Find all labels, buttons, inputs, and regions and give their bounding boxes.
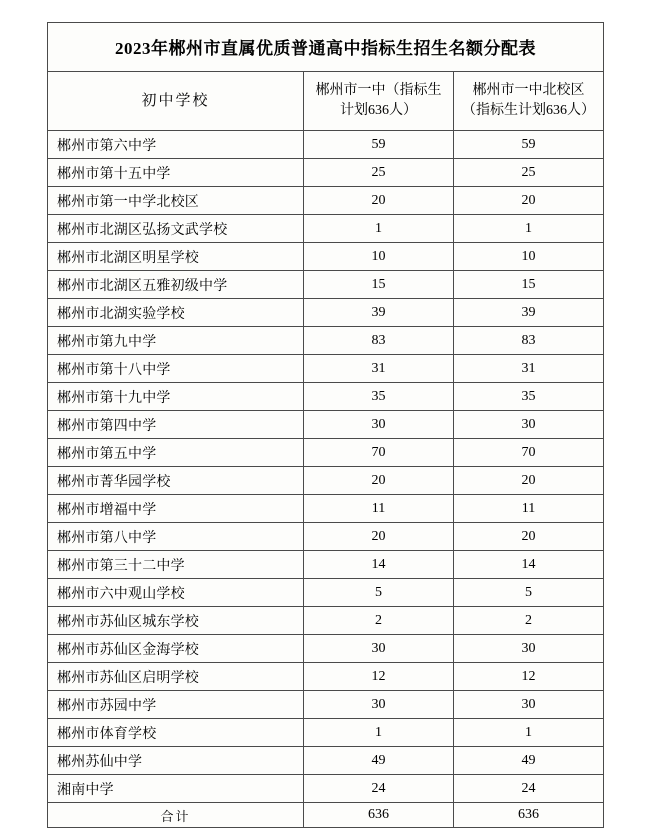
allocation-table-wrapper <box>47 22 603 828</box>
school-name: 郴州苏仙中学 <box>48 747 304 775</box>
column-header-school: 初中学校 <box>48 72 304 131</box>
table-row <box>48 299 604 327</box>
quota-north: 35 <box>454 383 604 411</box>
quota-north: 14 <box>454 551 604 579</box>
quota-no1: 59 <box>304 131 454 159</box>
school-name: 郴州市第四中学 <box>48 411 304 439</box>
quota-north: 12 <box>454 663 604 691</box>
school-name: 郴州市第九中学 <box>48 327 304 355</box>
column-header-no1-north-campus: 郴州市一中北校区（指标生计划636人） <box>454 72 604 131</box>
table-row <box>48 719 604 747</box>
table-row <box>48 243 604 271</box>
quota-no1: 20 <box>304 187 454 215</box>
quota-north: 31 <box>454 355 604 383</box>
table-row <box>48 775 604 803</box>
table-row <box>48 131 604 159</box>
quota-north: 49 <box>454 747 604 775</box>
allocation-table <box>47 22 604 828</box>
school-name: 郴州市第一中学北校区 <box>48 187 304 215</box>
page-title: 2023年郴州市直属优质普通高中指标生招生名额分配表 <box>48 23 604 72</box>
table-row <box>48 551 604 579</box>
table-row <box>48 579 604 607</box>
quota-north: 20 <box>454 523 604 551</box>
table-row <box>48 439 604 467</box>
quota-north: 2 <box>454 607 604 635</box>
quota-no1: 70 <box>304 439 454 467</box>
table-row <box>48 159 604 187</box>
school-name: 郴州市增福中学 <box>48 495 304 523</box>
quota-no1: 11 <box>304 495 454 523</box>
table-row <box>48 383 604 411</box>
quota-north: 1 <box>454 719 604 747</box>
table-total-row <box>48 803 604 828</box>
table-row <box>48 327 604 355</box>
quota-no1: 83 <box>304 327 454 355</box>
quota-north: 59 <box>454 131 604 159</box>
quota-north: 24 <box>454 775 604 803</box>
school-name: 郴州市六中观山学校 <box>48 579 304 607</box>
school-name: 郴州市第十八中学 <box>48 355 304 383</box>
quota-north: 25 <box>454 159 604 187</box>
quota-no1: 1 <box>304 719 454 747</box>
quota-no1: 20 <box>304 467 454 495</box>
table-row <box>48 215 604 243</box>
school-name: 郴州市第五中学 <box>48 439 304 467</box>
quota-no1: 10 <box>304 243 454 271</box>
quota-no1: 14 <box>304 551 454 579</box>
quota-no1: 49 <box>304 747 454 775</box>
quota-north: 20 <box>454 187 604 215</box>
quota-no1: 31 <box>304 355 454 383</box>
school-name: 湘南中学 <box>48 775 304 803</box>
school-name: 郴州市北湖实验学校 <box>48 299 304 327</box>
quota-no1: 39 <box>304 299 454 327</box>
quota-north: 70 <box>454 439 604 467</box>
quota-north: 83 <box>454 327 604 355</box>
table-row <box>48 271 604 299</box>
quota-no1: 24 <box>304 775 454 803</box>
quota-no1: 12 <box>304 663 454 691</box>
quota-north: 1 <box>454 215 604 243</box>
school-name: 郴州市苏园中学 <box>48 691 304 719</box>
quota-no1: 30 <box>304 411 454 439</box>
quota-no1: 20 <box>304 523 454 551</box>
column-header-no1-highschool: 郴州市一中（指标生计划636人） <box>304 72 454 131</box>
quota-north: 30 <box>454 635 604 663</box>
table-row <box>48 691 604 719</box>
table-title-row <box>48 23 604 72</box>
total-quota-north: 636 <box>454 803 604 828</box>
total-label: 合计 <box>48 803 304 828</box>
quota-north: 15 <box>454 271 604 299</box>
quota-north: 5 <box>454 579 604 607</box>
school-name: 郴州市第十九中学 <box>48 383 304 411</box>
school-name: 郴州市第六中学 <box>48 131 304 159</box>
school-name: 郴州市北湖区弘扬文武学校 <box>48 215 304 243</box>
table-row <box>48 607 604 635</box>
school-name: 郴州市苏仙区金海学校 <box>48 635 304 663</box>
quota-north: 30 <box>454 411 604 439</box>
total-quota-no1: 636 <box>304 803 454 828</box>
school-name: 郴州市第十五中学 <box>48 159 304 187</box>
quota-no1: 25 <box>304 159 454 187</box>
quota-no1: 30 <box>304 635 454 663</box>
quota-north: 20 <box>454 467 604 495</box>
school-name: 郴州市第八中学 <box>48 523 304 551</box>
table-row <box>48 523 604 551</box>
school-name: 郴州市北湖区明星学校 <box>48 243 304 271</box>
quota-no1: 15 <box>304 271 454 299</box>
quota-north: 10 <box>454 243 604 271</box>
table-row <box>48 663 604 691</box>
quota-no1: 5 <box>304 579 454 607</box>
quota-no1: 1 <box>304 215 454 243</box>
quota-no1: 30 <box>304 691 454 719</box>
table-header-row <box>48 72 604 131</box>
quota-north: 30 <box>454 691 604 719</box>
school-name: 郴州市第三十二中学 <box>48 551 304 579</box>
table-row <box>48 635 604 663</box>
school-name: 郴州市体育学校 <box>48 719 304 747</box>
table-row <box>48 355 604 383</box>
quota-no1: 2 <box>304 607 454 635</box>
school-name: 郴州市苏仙区城东学校 <box>48 607 304 635</box>
table-row <box>48 467 604 495</box>
table-row <box>48 747 604 775</box>
school-name: 郴州市北湖区五雅初级中学 <box>48 271 304 299</box>
quota-no1: 35 <box>304 383 454 411</box>
table-row <box>48 411 604 439</box>
table-row <box>48 495 604 523</box>
table-row <box>48 187 604 215</box>
quota-north: 39 <box>454 299 604 327</box>
school-name: 郴州市苏仙区启明学校 <box>48 663 304 691</box>
school-name: 郴州市菁华园学校 <box>48 467 304 495</box>
quota-north: 11 <box>454 495 604 523</box>
